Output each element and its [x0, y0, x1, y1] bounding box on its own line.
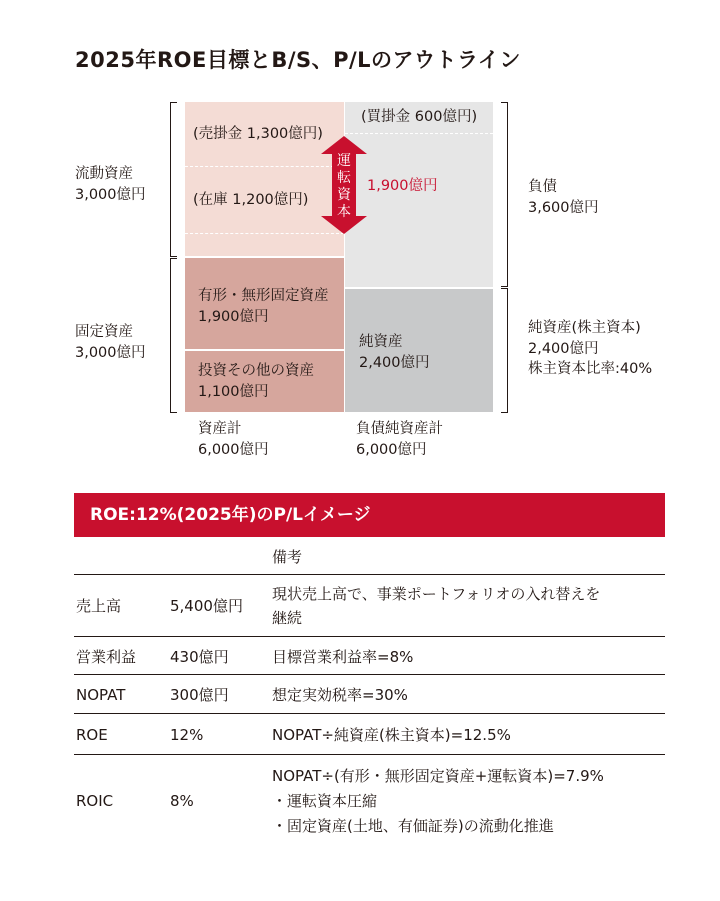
- tangible-assets-value: 1,900億円: [198, 309, 269, 325]
- row-note: 目標営業利益率=8%: [272, 648, 414, 666]
- row-value: 12%: [170, 726, 204, 744]
- row-note: 現状売上高で、事業ポートフォリオの入れ替えを: [272, 585, 601, 603]
- row-value: 300億円: [170, 686, 229, 704]
- total-liab-equity-label: 負債純資産計: [356, 421, 443, 437]
- table-row: [74, 675, 665, 714]
- working-capital-char: 運: [337, 153, 351, 169]
- table-row: [74, 575, 665, 637]
- pl-banner: ROE:12%(2025年)のP/Lイメージ: [74, 493, 665, 537]
- dashed-divider: [345, 133, 493, 134]
- net-assets-label: 純資産(株主資本): [528, 320, 641, 336]
- tangible-assets-label: 有形・無形固定資産: [198, 288, 329, 304]
- working-capital-vertical-label: [334, 153, 354, 221]
- working-capital-char: 転: [337, 170, 351, 186]
- receivables-label: (売掛金 1,300億円): [193, 126, 323, 142]
- row-note: 想定実効税率=30%: [272, 686, 408, 704]
- payables-label: (買掛金 600億円): [361, 109, 478, 125]
- current-assets-value: 3,000億円: [75, 187, 146, 203]
- current-assets-bracket: [170, 102, 177, 257]
- fixed-assets-divider: [185, 349, 344, 351]
- inventory-label: (在庫 1,200億円): [193, 192, 309, 208]
- row-name: ROE: [76, 726, 108, 744]
- table-header-row: [74, 540, 665, 575]
- fixed-assets-label: 固定資産: [75, 324, 133, 340]
- net-assets-box-label: 純資産: [359, 334, 403, 350]
- row-value: 430億円: [170, 648, 229, 666]
- table-row: [74, 714, 665, 755]
- net-assets-value: 2,400億円: [528, 341, 599, 357]
- working-capital-value: 1,900億円: [367, 178, 438, 194]
- row-note: ・運転資本圧縮: [272, 792, 378, 810]
- investments-value: 1,100億円: [198, 384, 269, 400]
- row-name: ROIC: [76, 792, 114, 810]
- working-capital-char: 本: [337, 204, 351, 220]
- investments-label: 投資その他の資産: [198, 363, 314, 379]
- current-assets-label: 流動資産: [75, 166, 133, 182]
- row-name: 営業利益: [76, 648, 137, 666]
- working-capital-char: 資: [337, 187, 351, 203]
- row-note: NOPAT÷(有形・無形固定資産+運転資本)=7.9%: [272, 767, 604, 785]
- row-note: ・固定資産(土地、有価証券)の流動化推進: [272, 817, 554, 835]
- net-assets-bracket: [501, 288, 508, 413]
- total-liab-equity-value: 6,000億円: [356, 442, 427, 458]
- row-name: NOPAT: [76, 686, 126, 704]
- total-assets-label: 資産計: [198, 421, 242, 437]
- table-row: [74, 637, 665, 675]
- equity-ratio-label: 株主資本比率:40%: [528, 361, 653, 377]
- liabilities-label: 負債: [528, 179, 557, 195]
- table-row: [74, 755, 665, 845]
- row-name: 売上高: [76, 597, 122, 615]
- row-note: NOPAT÷純資産(株主資本)=12.5%: [272, 726, 511, 744]
- row-note: 継続: [272, 609, 303, 627]
- row-value: 5,400億円: [170, 597, 243, 615]
- page-title: 2025年ROE目標とB/S、P/Lのアウトライン: [75, 48, 521, 72]
- net-assets-box-value: 2,400億円: [359, 355, 430, 371]
- liabilities-value: 3,600億円: [528, 200, 599, 216]
- total-assets-value: 6,000億円: [198, 442, 269, 458]
- row-value: 8%: [170, 792, 194, 810]
- fixed-assets-value: 3,000億円: [75, 345, 146, 361]
- notes-header: 備考: [272, 548, 303, 566]
- liabilities-bracket: [501, 102, 508, 287]
- fixed-assets-bracket: [170, 258, 177, 413]
